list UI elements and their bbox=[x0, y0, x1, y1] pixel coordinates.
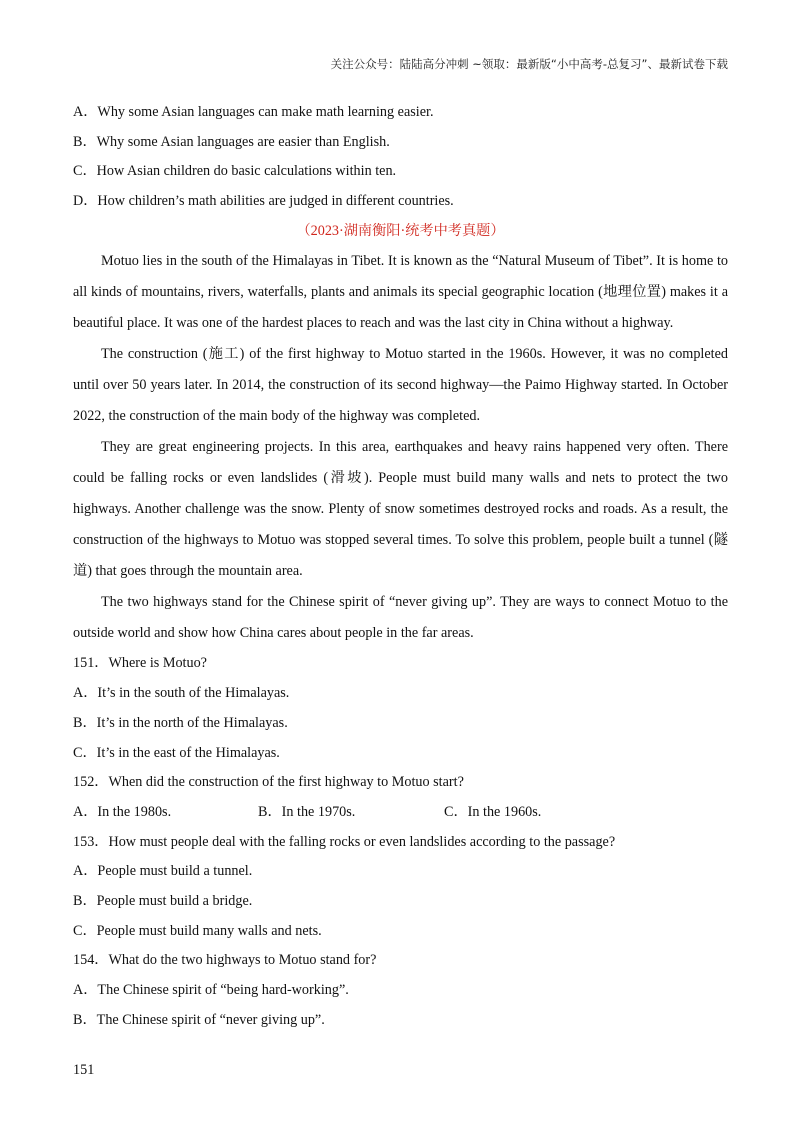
q152-option-c: C．In the 1960s. bbox=[444, 803, 542, 820]
page-header: 关注公众号：陆陆高分冲刺 ~领取：最新版“小中高考-总复习”、最新试卷下载 bbox=[330, 57, 728, 71]
document-body bbox=[73, 98, 728, 1035]
question-152: 152．When did the construction of the first highway to Motuo start? bbox=[73, 774, 464, 791]
q152-option-a: A．In the 1980s. bbox=[73, 803, 172, 820]
page-number: 151 bbox=[73, 1062, 95, 1078]
q152-option-b: B．In the 1970s. bbox=[258, 803, 356, 820]
passage-paragraph-4: The two highways stand for the Chinese spirit of “never giving up”. They are ways to connect Motuo to the outside world and show how China cares about people in the far areas. bbox=[73, 594, 728, 642]
q151-option-c: C．It’s in the east of the Himalayas. bbox=[73, 744, 280, 761]
passage-paragraph-1: Motuo lies in the south of the Himalayas in Tibet. It is known as the “Natural Museum of Tibet”. It is home to all kinds of mountains, rivers, waterfalls, plants and animals its special geographic location (地理位置) makes it a beautiful place. It was one of the hardest places to reach and was the last city in China without a highway. bbox=[73, 253, 728, 332]
q151-option-b: B．It’s in the north of the Himalayas. bbox=[73, 714, 288, 731]
source-label: （2023·湖南衡阳·统考中考真题） bbox=[296, 222, 505, 239]
q153-option-c: C．People must build many walls and nets. bbox=[73, 922, 322, 939]
prev-option-d: D．How children’s math abilities are judged in different countries. bbox=[73, 193, 454, 210]
passage-paragraph-3: They are great engineering projects. In this area, earthquakes and heavy rains happened very often. There could be falling rocks or even landslides (滑坡). People must build many walls and nets to protect the two highways. Another challenge was the snow. Plenty of snow sometimes destroyed rocks and roads. As a result, the construction of the highways to Motuo was stopped several times. To solve this problem, people built a tunnel (隧道) that goes through the mountain area. bbox=[73, 439, 728, 580]
passage-paragraph-2: The construction (施工) of the first highway to Motuo started in the 1960s. However, it was no completed until over 50 years later. In 2014, the construction of its second highway—the Paimo Highway started. In October 2022, the construction of the main body of the highway was completed. bbox=[73, 346, 728, 425]
q153-option-a: A．People must build a tunnel. bbox=[73, 863, 253, 880]
q154-option-a: A．The Chinese spirit of “being hard-working”. bbox=[73, 982, 349, 998]
q153-option-b: B．People must build a bridge. bbox=[73, 892, 253, 909]
question-153: 153．How must people deal with the falling rocks or even landslides according to the passage? bbox=[73, 833, 616, 850]
q152-options bbox=[73, 798, 728, 828]
question-151: 151．Where is Motuo? bbox=[73, 655, 207, 672]
prev-option-c: C．How Asian children do basic calculations within ten. bbox=[73, 163, 397, 180]
q151-option-a: A．It’s in the south of the Himalayas. bbox=[73, 685, 290, 702]
prev-option-a: A．Why some Asian languages can make math learning easier. bbox=[73, 104, 434, 120]
prev-option-b: B．Why some Asian languages are easier than English. bbox=[73, 133, 390, 150]
question-154: 154．What do the two highways to Motuo stand for? bbox=[73, 952, 377, 969]
q154-option-b: B．The Chinese spirit of “never giving up”. bbox=[73, 1011, 325, 1028]
